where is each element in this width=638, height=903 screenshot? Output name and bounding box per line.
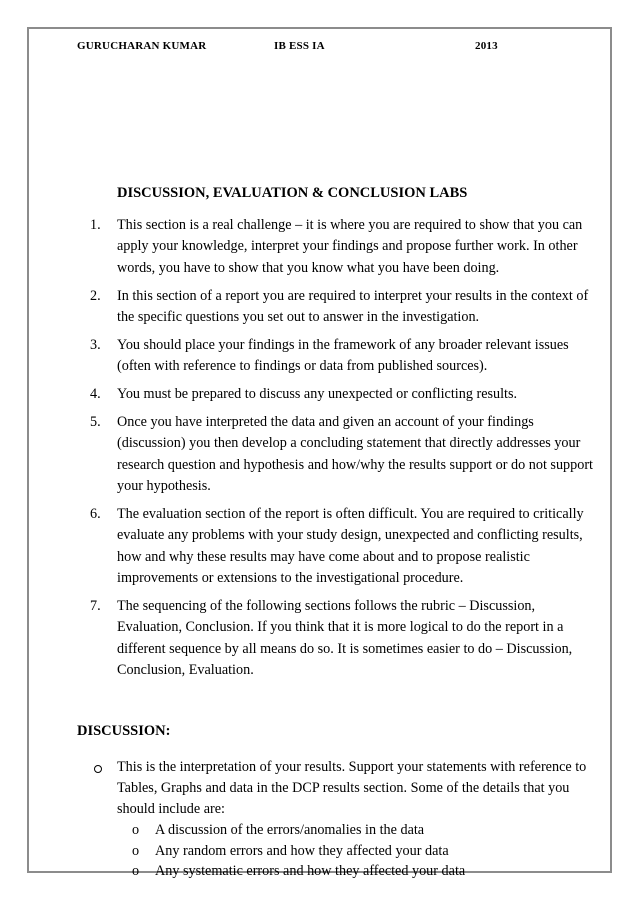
list-item bbox=[90, 504, 595, 590]
sub-list-item bbox=[117, 820, 595, 841]
list-item-text: The evaluation section of the report is often difficult. You are required to critically evaluate any problems with your study design, unexpected and conflicting results, how and why these results may have come about and to propose realistic improvements or extensions to the investigational procedure. bbox=[117, 505, 584, 587]
sub-bullet-marker: o bbox=[132, 842, 140, 859]
discussion-heading: DISCUSSION: bbox=[77, 723, 171, 739]
list-number: 1. bbox=[90, 217, 101, 233]
bullet-icon bbox=[94, 765, 102, 773]
list-number: 2. bbox=[90, 287, 101, 304]
sub-item-text: Any systematic errors and how they affected your data bbox=[155, 863, 466, 880]
list-number: 4. bbox=[90, 386, 101, 403]
header-year: 2013 bbox=[475, 40, 498, 52]
list-item-text: You should place your findings in the framework of any broader relevant issues (often with reference to findings or data from published sources). bbox=[117, 336, 569, 375]
list-number: 5. bbox=[90, 413, 101, 430]
list-item-text: You must be prepared to discuss any unexpected or conflicting results. bbox=[117, 386, 518, 403]
sub-list-item bbox=[117, 841, 595, 862]
list-item bbox=[90, 286, 595, 329]
list-item bbox=[90, 384, 595, 405]
list-item bbox=[90, 335, 595, 378]
bullet-text: This is the interpretation of your results. Support your statements with reference to Tables, Graphs and data in the DCP results section. Some of the details that you should include are: bbox=[117, 759, 587, 817]
list-number: 6. bbox=[90, 505, 101, 522]
page-title: DISCUSSION, EVALUATION & CONCLUSION LABS bbox=[117, 185, 468, 201]
sub-list bbox=[117, 820, 595, 882]
header-subject: IB ESS IA bbox=[274, 40, 325, 52]
list-item bbox=[90, 596, 595, 682]
list-number: 3. bbox=[90, 336, 101, 353]
list-item-text: This section is a real challenge – it is where you are required to show that you can apply your knowledge, interpret your findings and propose further work. In other words, you have to show that you know what you have been doing. bbox=[117, 217, 583, 276]
numbered-list bbox=[90, 215, 595, 688]
header-author: GURUCHARAN KUMAR bbox=[77, 40, 207, 52]
list-item-text: Once you have interpreted the data and given an account of your findings (discussion) you then develop a concluding statement that directly addresses your research question and hypothesis and how/why the results support or do not support your hypothesis. bbox=[117, 413, 593, 495]
list-item bbox=[90, 412, 595, 498]
sub-item-text: A discussion of the errors/anomalies in the data bbox=[155, 822, 425, 838]
list-item-text: In this section of a report you are required to interpret your results in the context of the specific questions you set out to answer in the investigation. bbox=[117, 287, 589, 326]
list-item-text: The sequencing of the following sections follows the rubric – Discussion, Evaluation, Conclusion. If you think that it is more logical to do the report in a different sequence by all means do so. It is sometimes easier to do – Discussion, Conclusion, Evaluation. bbox=[117, 597, 573, 679]
list-number: 7. bbox=[90, 597, 101, 614]
bullet-item bbox=[90, 757, 595, 882]
list-item bbox=[90, 215, 595, 279]
sub-bullet-marker: o bbox=[132, 822, 140, 838]
sub-list-item bbox=[117, 861, 595, 882]
sub-item-text: Any random errors and how they affected your data bbox=[155, 842, 449, 859]
sub-bullet-marker: o bbox=[132, 863, 140, 880]
discussion-bullet-list bbox=[90, 757, 595, 882]
